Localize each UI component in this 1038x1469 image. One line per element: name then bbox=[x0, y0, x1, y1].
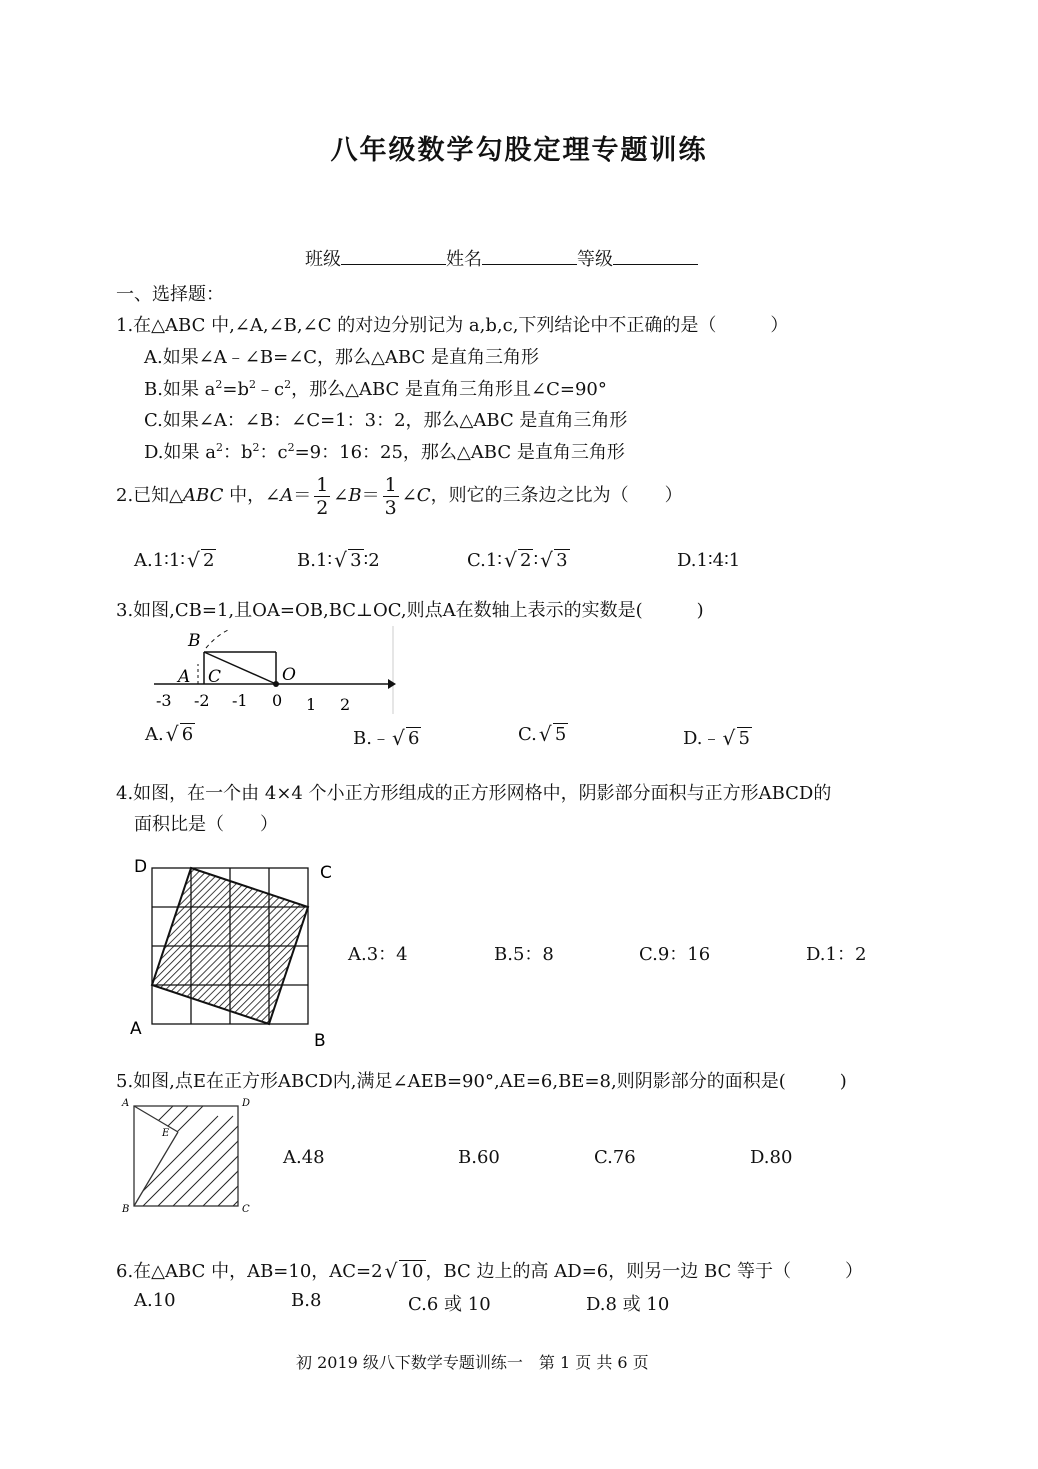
q4-option-d[interactable]: D.1：2 bbox=[806, 944, 867, 965]
q6-option-a[interactable]: A.10 bbox=[134, 1290, 176, 1311]
section-heading: 一、选择题： bbox=[116, 284, 224, 305]
q2-option-a[interactable]: A.1∶1∶√ 2 bbox=[134, 550, 216, 571]
q4-label-a: A bbox=[130, 1019, 142, 1039]
q3-tick-1: 1 bbox=[306, 695, 317, 714]
q1-option-c[interactable]: C.如果∠A：∠B：∠C=1：3：2，那么△ABC 是直角三角形 bbox=[144, 410, 628, 431]
q5-label-d: D bbox=[242, 1098, 251, 1109]
q4-option-c[interactable]: C.9：16 bbox=[639, 944, 711, 965]
q1-stem: 1.在△ABC 中,∠A,∠B,∠C 的对边分别记为 a,b,c,下列结论中不正确的是（ ） bbox=[116, 315, 789, 336]
q3-option-c[interactable]: C.√ 5 bbox=[518, 724, 568, 745]
q3-label-c: C bbox=[208, 667, 222, 687]
q5-option-b[interactable]: B.60 bbox=[458, 1147, 500, 1168]
q4-label-b: B bbox=[314, 1031, 326, 1050]
q5-option-d[interactable]: D.80 bbox=[750, 1147, 793, 1168]
q5-square-figure bbox=[118, 1096, 258, 1218]
q3-tick-2: 2 bbox=[340, 695, 351, 714]
q4-grid-figure bbox=[128, 850, 342, 1050]
class-blank[interactable] bbox=[341, 246, 446, 265]
q3-tick-neg2: -2 bbox=[194, 691, 210, 710]
q2-option-d[interactable]: D.1∶4∶1 bbox=[677, 550, 741, 571]
q4-stem-line1: 4.如图，在一个由 4×4 个小正方形组成的正方形网格中，阴影部分面积与正方形ABCD的 bbox=[116, 783, 832, 804]
q5-option-c[interactable]: C.76 bbox=[594, 1147, 636, 1168]
q3-option-a[interactable]: A.√ 6 bbox=[145, 724, 195, 745]
name-label: 姓名 bbox=[446, 249, 482, 270]
fraction-one-half: $\frac{1}{2}$ bbox=[316, 473, 329, 519]
q3-tick-neg1: -1 bbox=[232, 691, 248, 710]
q3-tick-0: 0 bbox=[272, 691, 283, 710]
q5-label-b: B bbox=[122, 1204, 130, 1215]
q5-label-a: A bbox=[122, 1098, 130, 1109]
q3-option-d[interactable]: D.﹣√ 5 bbox=[683, 724, 752, 750]
page-footer: 初 2019 级八下数学专题训练一 第 1 页 共 6 页 bbox=[296, 1353, 649, 1372]
q4-label-c: C bbox=[320, 863, 332, 883]
q2-stem: 2.已知△ABC 中，∠A＝ $\frac{1}{2}$ ∠B＝ $\frac{1}{3}$ ∠C，则它的三条边之比为（ ） bbox=[116, 473, 683, 519]
q5-stem: 5.如图,点E在正方形ABCD内,满足∠AEB=90°,AE=6,BE=8,则阴影部分的面积是( ) bbox=[116, 1071, 847, 1092]
q4-option-b[interactable]: B.5：8 bbox=[494, 944, 554, 965]
q6-option-d[interactable]: D.8 或 10 bbox=[586, 1294, 670, 1315]
q2-option-b[interactable]: B.1∶√ 3 ∶2 bbox=[297, 550, 380, 571]
q4-option-a[interactable]: A.3：4 bbox=[348, 944, 408, 965]
q5-option-a[interactable]: A.48 bbox=[283, 1147, 325, 1168]
class-label: 班级 bbox=[305, 249, 341, 270]
q3-label-b: B bbox=[188, 631, 201, 651]
q3-label-o: O bbox=[282, 665, 296, 685]
grade-label: 等级 bbox=[577, 249, 613, 270]
grade-blank[interactable] bbox=[613, 246, 698, 265]
q3-number-line-figure bbox=[148, 626, 398, 714]
name-blank[interactable] bbox=[482, 246, 577, 265]
q4-stem-line2: 面积比是（ ） bbox=[134, 814, 278, 835]
q6-option-b[interactable]: B.8 bbox=[291, 1290, 322, 1311]
q6-option-c[interactable]: C.6 或 10 bbox=[408, 1294, 491, 1315]
q3-label-a: A bbox=[178, 667, 191, 687]
q5-label-e: E bbox=[162, 1128, 170, 1139]
q5-label-c: C bbox=[242, 1204, 250, 1215]
q1-option-a[interactable]: A.如果∠A﹣∠B=∠C，那么△ABC 是直角三角形 bbox=[144, 347, 539, 368]
q3-stem: 3.如图,CB=1,且OA=OB,BC⊥OC,则点A在数轴上表示的实数是( ) bbox=[116, 600, 704, 621]
q3-option-b[interactable]: B.﹣√ 6 bbox=[353, 724, 421, 750]
q3-tick-neg3: -3 bbox=[156, 691, 172, 710]
q4-label-d: D bbox=[134, 857, 148, 877]
page-title: 八年级数学勾股定理专题训练 bbox=[330, 135, 708, 166]
q6-stem: 6.在△ABC 中，AB=10，AC=2√ 10 ，BC 边上的高 AD=6，则另一边 BC 等于（ ） bbox=[116, 1257, 863, 1283]
q1-option-d[interactable]: D.如果 $a^2$：$b^2$：$c^2=9$：16：25，那么△ABC 是直角三角形 bbox=[144, 441, 625, 463]
q2-option-c[interactable]: C.1∶√ 2 ∶√ 3 bbox=[467, 550, 570, 571]
q1-option-b[interactable]: B.如果 $a^2=b^2﹣c^2$，那么△ABC 是直角三角形且∠C=90° bbox=[144, 378, 607, 400]
fraction-one-third: $\frac{1}{3}$ bbox=[384, 473, 397, 519]
student-info-line bbox=[305, 245, 698, 271]
